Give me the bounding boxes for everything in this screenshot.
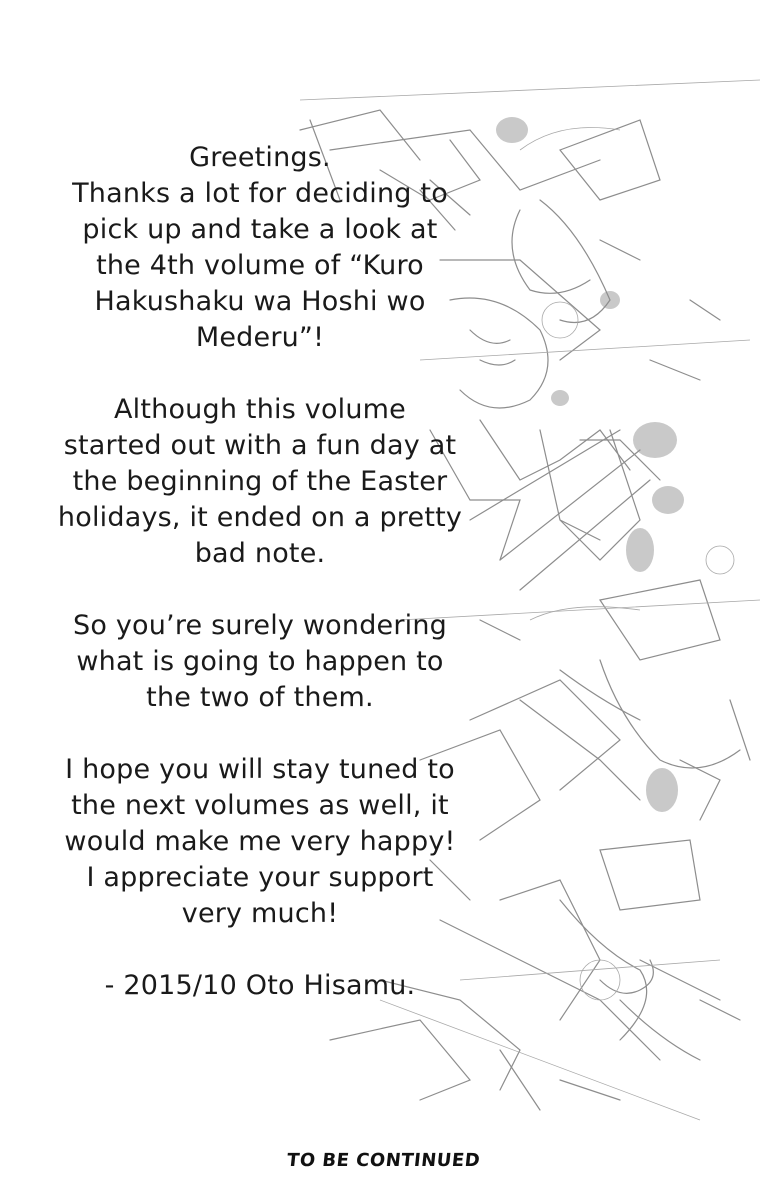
letter-line: Hakushaku wa Hoshi wo (94, 286, 426, 317)
letter-line: Mederu”! (195, 322, 325, 353)
letter-line: I hope you will stay tuned to (65, 754, 455, 785)
letter-line: So you’re surely wondering (72, 610, 447, 641)
letter-line: would make me very happy! (64, 826, 456, 857)
letter-line: I appreciate your support (86, 862, 434, 893)
letter-line: bad note. (194, 538, 326, 569)
letter-line: Greetings. (189, 142, 331, 173)
letter-line: holidays, it ended on a pretty (57, 502, 463, 533)
letter-line: what is going to happen to (76, 646, 444, 677)
author-letter (30, 140, 490, 1004)
letter-paragraph-4 (30, 752, 490, 932)
letter-line: started out with a fun day at (63, 430, 457, 461)
tone-spots (496, 117, 684, 812)
letter-line: the 4th volume of “Kuro (96, 250, 424, 281)
letter-line: very much! (181, 898, 339, 929)
letter-paragraph-2 (30, 392, 490, 572)
letter-paragraph-1 (30, 140, 490, 356)
to-be-continued-label: TO BE CONTINUED (286, 1150, 482, 1171)
letter-paragraph-3 (30, 608, 490, 716)
letter-line: the beginning of the Easter (72, 466, 448, 497)
letter-line: Thanks a lot for deciding to (72, 178, 448, 209)
letter-line: pick up and take a look at (82, 214, 438, 245)
to-be-continued-banner (0, 1150, 768, 1171)
letter-line: the two of them. (146, 682, 374, 713)
letter-line: the next volumes as well, it (71, 790, 449, 821)
letter-signature: - 2015/10 Oto Hisamu. (104, 970, 416, 1001)
letter-line: Although this volume (113, 394, 406, 425)
